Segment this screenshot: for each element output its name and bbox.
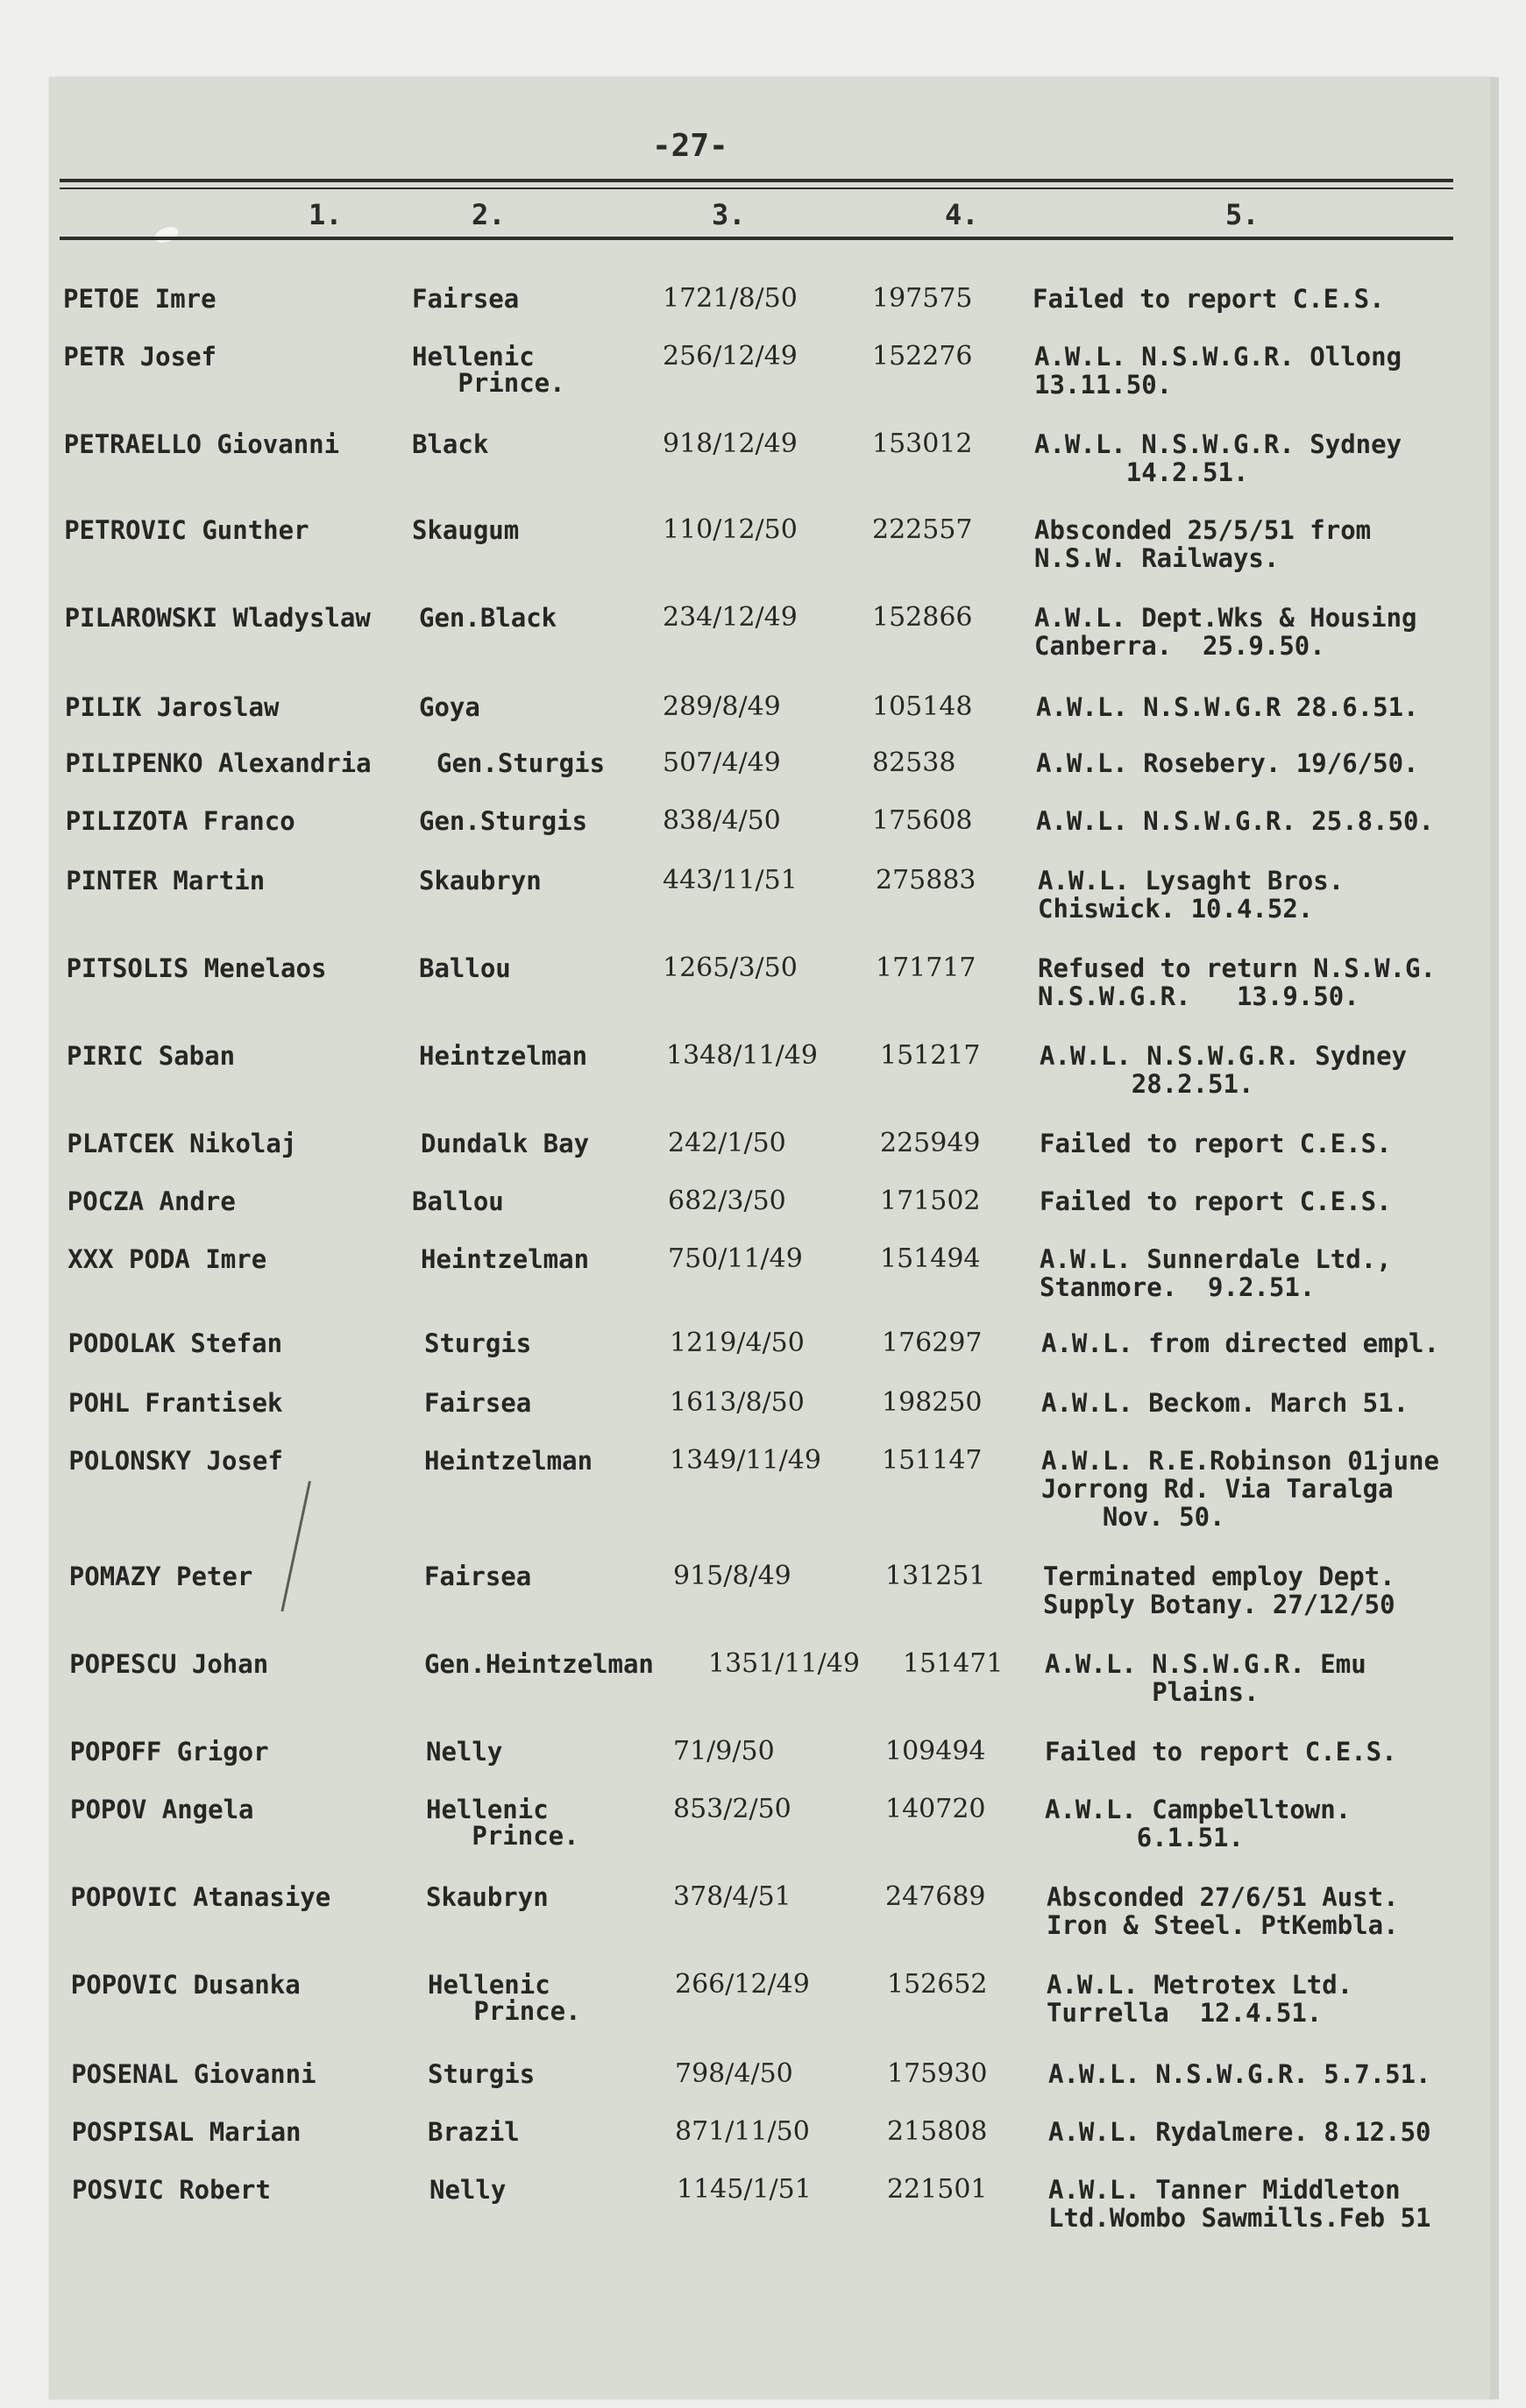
remarks-line: A.W.L. Sunnerdale Ltd., <box>1040 1244 1392 1274</box>
registration-number: 222557 <box>872 514 973 545</box>
remarks <box>1045 1796 1351 1852</box>
remarks-line: N.S.W. Railways. <box>1034 543 1280 573</box>
reference-number: 915/8/49 <box>673 1561 791 1591</box>
reference-number: 682/3/50 <box>668 1186 786 1216</box>
person-name: PETROVIC Gunther <box>64 515 309 545</box>
registration-number: 151217 <box>880 1040 981 1071</box>
reference-number: 1265/3/50 <box>663 953 798 983</box>
person-name: POPOVIC Dusanka <box>70 1970 301 2000</box>
registration-number: 175608 <box>872 805 973 836</box>
reference-number: 1351/11/49 <box>708 1648 860 1679</box>
remarks-line: Failed to report C.E.S. <box>1040 1186 1392 1216</box>
ship-name: Skaubryn <box>419 866 542 896</box>
person-name: PIRIC Saban <box>67 1041 236 1071</box>
reference-number: 1349/11/49 <box>670 1445 821 1476</box>
person-name: PILAROWSKI Wladyslaw <box>64 603 371 633</box>
registration-number: 171717 <box>876 953 976 983</box>
reference-number: 918/12/49 <box>663 428 798 459</box>
column-header-3: 3. <box>712 198 746 231</box>
ship-name: Hellenic Prince. <box>428 1970 581 2026</box>
registration-number: 151147 <box>882 1445 983 1476</box>
remarks-line: A.W.L. N.S.W.G.R. Sydney <box>1040 1041 1408 1071</box>
reference-number: 256/12/49 <box>663 341 798 372</box>
remarks <box>1033 286 1385 314</box>
registration-number: 82538 <box>872 747 956 778</box>
remarks-line: 28.2.51. <box>1040 1069 1254 1099</box>
reference-number: 110/12/50 <box>663 514 798 545</box>
registration-number: 275883 <box>876 865 976 896</box>
remarks <box>1034 431 1402 487</box>
column-header-4: 4. <box>945 198 979 231</box>
remarks-line: A.W.L. Dept.Wks & Housing <box>1034 603 1417 633</box>
ship-name: Gen.Sturgis <box>419 806 588 836</box>
ship-name: Nelly <box>426 1737 503 1767</box>
remarks <box>1047 1884 1399 1940</box>
person-name: POPESCU Johan <box>69 1649 269 1679</box>
remarks <box>1040 1130 1392 1158</box>
registration-number: 152276 <box>872 341 973 372</box>
remarks <box>1041 1390 1409 1418</box>
person-name: XXX PODA Imre <box>67 1244 267 1274</box>
person-name: POSENAL Giovanni <box>71 2059 316 2089</box>
registration-number: 109494 <box>885 1736 986 1767</box>
remarks-line: Ltd.Wombo Sawmills.Feb 51 <box>1048 2203 1431 2233</box>
reference-number: 234/12/49 <box>663 602 798 633</box>
person-name: POCZA Andre <box>67 1186 236 1216</box>
remarks <box>1047 1972 1352 2028</box>
registration-number: 176297 <box>882 1328 983 1358</box>
registration-number: 153012 <box>872 428 973 459</box>
ship-name: Hellenic Prince. <box>426 1795 579 1851</box>
reference-number: 853/2/50 <box>673 1794 791 1824</box>
remarks-line: Absconded 27/6/51 Aust. <box>1047 1882 1399 1912</box>
reference-number: 1613/8/50 <box>670 1387 805 1418</box>
ship-name: Gen.Heintzelman <box>424 1649 654 1679</box>
registration-number: 105148 <box>872 691 973 722</box>
ship-name: Sturgis <box>424 1328 532 1358</box>
remarks <box>1041 1330 1439 1358</box>
remarks-line: A.W.L. N.S.W.G.R. Emu <box>1045 1649 1366 1679</box>
person-name: PILIPENKO Alexandria <box>65 748 372 778</box>
remarks-line: A.W.L. Tanner Middleton <box>1048 2175 1401 2205</box>
reference-number: 750/11/49 <box>668 1243 803 1274</box>
reference-number: 507/4/49 <box>663 747 781 778</box>
ship-name: Heintzelman <box>424 1446 593 1476</box>
remarks-line: 13.11.50. <box>1034 370 1173 400</box>
person-name: POHL Frantisek <box>68 1388 283 1418</box>
ship-name: Heintzelman <box>419 1041 588 1071</box>
reference-number: 1721/8/50 <box>663 283 798 314</box>
person-name: POSPISAL Marian <box>71 2117 302 2147</box>
remarks <box>1034 343 1402 400</box>
registration-number: 175930 <box>887 2058 988 2089</box>
remarks-line: Plains. <box>1045 1677 1260 1707</box>
person-name: POPOVIC Atanasiye <box>70 1882 331 1912</box>
registration-number: 215808 <box>887 2116 988 2147</box>
remarks <box>1036 694 1419 722</box>
remarks-line: Iron & Steel. PtKembla. <box>1047 1910 1399 1940</box>
remarks-line: Failed to report C.E.S. <box>1040 1129 1392 1158</box>
header-rule-bottom <box>60 237 1453 240</box>
remarks <box>1048 2119 1431 2147</box>
registration-number: 247689 <box>885 1881 986 1912</box>
remarks-line: A.W.L. Metrotex Ltd. <box>1047 1970 1353 2000</box>
remarks-line: Stanmore. 9.2.51. <box>1040 1272 1316 1302</box>
reference-number: 1145/1/51 <box>677 2174 812 2205</box>
ship-name: Fairsea <box>412 284 520 314</box>
person-name: POSVIC Robert <box>72 2175 271 2205</box>
remarks <box>1043 1563 1395 1619</box>
ship-name: Heintzelman <box>421 1244 590 1274</box>
registration-number: 225949 <box>880 1128 981 1158</box>
reference-number: 71/9/50 <box>673 1736 775 1767</box>
reference-number: 1348/11/49 <box>666 1040 818 1071</box>
column-header-1: 1. <box>309 198 343 231</box>
header-rule-top-thin <box>60 188 1453 189</box>
ship-name: Hellenic Prince. <box>412 342 565 398</box>
remarks-line: Supply Botany. 27/12/50 <box>1043 1590 1395 1619</box>
remarks-line: Nov. 50. <box>1041 1502 1225 1532</box>
remarks-line: 14.2.51. <box>1034 457 1249 487</box>
ship-name: Gen.Black <box>419 603 557 633</box>
person-name: PETOE Imre <box>63 284 216 314</box>
remarks-line: Canberra. 25.9.50. <box>1034 631 1325 661</box>
remarks <box>1034 517 1371 573</box>
page-number: -27- <box>652 128 728 164</box>
reference-number: 443/11/51 <box>663 865 798 896</box>
remarks-line: A.W.L. Rosebery. 19/6/50. <box>1036 748 1419 778</box>
reference-number: 378/4/51 <box>673 1881 791 1912</box>
remarks-line: Terminated employ Dept. <box>1043 1562 1395 1591</box>
reference-number: 266/12/49 <box>675 1969 810 2000</box>
registration-number: 152866 <box>872 602 973 633</box>
person-name: PODOLAK Stefan <box>67 1328 283 1358</box>
person-name: PINTER Martin <box>66 866 266 896</box>
remarks <box>1036 808 1434 836</box>
ship-name: Black <box>412 429 489 459</box>
registration-number: 131251 <box>885 1561 986 1591</box>
remarks-line: A.W.L. from directed empl. <box>1041 1328 1439 1358</box>
ship-name: Ballou <box>412 1186 504 1216</box>
registration-number: 140720 <box>885 1794 986 1824</box>
registration-number: 197575 <box>872 283 973 314</box>
remarks-line: A.W.L. Rydalmere. 8.12.50 <box>1048 2117 1431 2147</box>
reference-number: 242/1/50 <box>668 1128 786 1158</box>
remarks-line: A.W.L. Campbelltown. <box>1045 1795 1352 1824</box>
remarks-line: N.S.W.G.R. 13.9.50. <box>1038 981 1359 1011</box>
remarks-line: A.W.L. N.S.W.G.R. 5.7.51. <box>1048 2059 1431 2089</box>
remarks-line: 6.1.51. <box>1045 1823 1244 1852</box>
header-rule-top <box>60 179 1453 182</box>
person-name: POLONSKY Josef <box>68 1446 283 1476</box>
person-name: PITSOLIS Menelaos <box>66 953 327 983</box>
reference-number: 289/8/49 <box>663 691 781 722</box>
remarks <box>1048 2177 1431 2233</box>
remarks-line: A.W.L. N.S.W.G.R. 25.8.50. <box>1036 806 1434 836</box>
reference-number: 1219/4/50 <box>670 1328 805 1358</box>
remarks-line: A.W.L. N.S.W.G.R 28.6.51. <box>1036 692 1419 722</box>
remarks-line: A.W.L. N.S.W.G.R. Ollong <box>1034 342 1402 372</box>
remarks-line: Failed to report C.E.S. <box>1045 1737 1397 1767</box>
ship-name: Skaubryn <box>426 1882 549 1912</box>
registration-number: 151494 <box>880 1243 981 1274</box>
remarks-line: A.W.L. N.S.W.G.R. Sydney <box>1034 429 1402 459</box>
ship-name: Dundalk Bay <box>421 1129 590 1158</box>
registration-number: 152652 <box>887 1969 988 2000</box>
ship-name: Skaugum <box>412 515 520 545</box>
ship-name: Fairsea <box>424 1388 532 1418</box>
column-header-5: 5. <box>1225 198 1260 231</box>
remarks-line: A.W.L. Beckom. March 51. <box>1041 1388 1409 1418</box>
remarks-line: Turrella 12.4.51. <box>1047 1998 1323 2028</box>
person-name: PILIK Jaroslaw <box>65 692 280 722</box>
remarks <box>1038 868 1344 924</box>
remarks-line: A.W.L. Lysaght Bros. <box>1038 866 1345 896</box>
registration-number: 198250 <box>882 1387 983 1418</box>
ship-name: Fairsea <box>424 1562 532 1591</box>
person-name: POPOFF Grigor <box>69 1737 269 1767</box>
remarks-line: Jorrong Rd. Via Taralga <box>1041 1474 1394 1504</box>
ship-name: Ballou <box>419 953 511 983</box>
person-name: POMAZY Peter <box>68 1562 253 1591</box>
remarks <box>1045 1651 1366 1707</box>
remarks-line: Refused to return N.S.W.G. <box>1038 953 1436 983</box>
person-name: PLATCEK Nikolaj <box>67 1129 297 1158</box>
remarks-line: A.W.L. R.E.Robinson 01june <box>1041 1446 1439 1476</box>
ship-name: Sturgis <box>428 2059 536 2089</box>
remarks <box>1045 1739 1397 1767</box>
reference-number: 798/4/50 <box>675 2058 793 2089</box>
registration-number: 221501 <box>887 2174 988 2205</box>
remarks <box>1040 1043 1407 1099</box>
page-edge <box>1490 77 1499 2399</box>
registration-number: 171502 <box>880 1186 981 1216</box>
remarks-line: Absconded 25/5/51 from <box>1034 515 1372 545</box>
reference-number: 871/11/50 <box>675 2116 810 2147</box>
remarks-line: Chiswick. 10.4.52. <box>1038 894 1314 924</box>
person-name: PETR Josef <box>63 342 216 372</box>
remarks <box>1036 750 1419 778</box>
remarks <box>1041 1448 1439 1532</box>
person-name: PILIZOTA Franco <box>65 806 295 836</box>
column-header-2: 2. <box>472 198 506 231</box>
ship-name: Goya <box>419 692 480 722</box>
remarks <box>1048 2061 1431 2089</box>
document-page <box>49 77 1495 2399</box>
ship-name: Nelly <box>429 2175 507 2205</box>
remarks-line: Failed to report C.E.S. <box>1033 284 1385 314</box>
reference-number: 838/4/50 <box>663 805 781 836</box>
ship-name: Brazil <box>428 2117 520 2147</box>
remarks <box>1034 605 1417 661</box>
person-name: POPOV Angela <box>70 1795 254 1824</box>
ship-name: Gen.Sturgis <box>437 748 606 778</box>
person-name: PETRAELLO Giovanni <box>63 429 340 459</box>
registration-number: 151471 <box>903 1648 1004 1679</box>
remarks <box>1040 1188 1392 1216</box>
remarks <box>1038 955 1436 1011</box>
remarks <box>1040 1246 1392 1302</box>
